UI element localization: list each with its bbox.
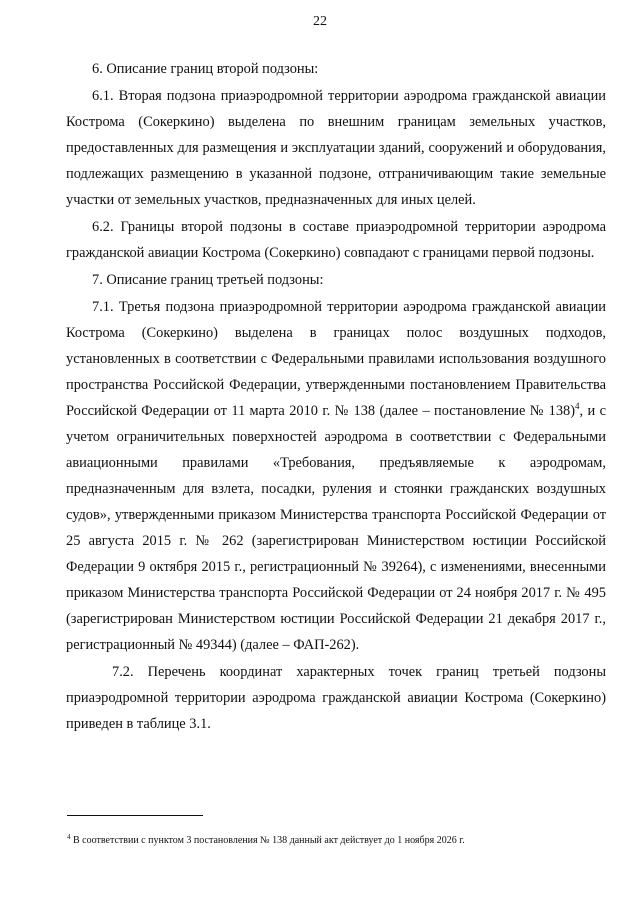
paragraph-6-1: 6.1. Вторая подзона приаэродромной территории аэродрома гражданской авиации Кострома (Сокеркино) выделена по внешним границам земельных участков, предоставленных для размещения и эксплуатации зданий, сооружений и оборудования, подлежащих размещению в указанной подзоне, отграничивающим такие земельные участки от земельных участков, предназначенных для иных целей. xyxy=(66,88,606,208)
footnote-separator xyxy=(67,815,203,816)
paragraph-7-1-part2: , и с учетом ограничительных поверхностей аэродрома в соответствии с Федеральными авиационными правилами «Требования, предъявляемые к аэродромам, предназначенным для взлета, посадки, руления и стоянки гражданских воздушных судов», утвержденными приказом Министерства транспорта Российской Федерации от 25 августа 2015 г. № 262 (зарегистрирован Министерством юстиции Российской Федерации 9 октября 2015 г., регистрационный № 39264), с изменениями, внесенными приказом Министерства транспорта Российской Федерации от 24 ноября 2017 г. № 495 (зарегистрирован Министерством юстиции Российской Федерации 21 декабря 2017 г., регистрационный № 49344) (далее – ФАП-262). xyxy=(66,403,606,653)
section-6-heading: 6. Описание границ второй подзоны: xyxy=(92,61,319,77)
paragraph-7-2: 7.2. Перечень координат характерных точек границ третьей подзоны приаэродромной территории аэродрома гражданской авиации Кострома (Сокеркино) приведен в таблице 3.1. xyxy=(66,664,606,732)
footnote-reference: 4 xyxy=(575,401,580,411)
section-7-heading: 7. Описание границ третьей подзоны: xyxy=(92,272,324,288)
paragraph-7-1-part1: 7.1. Третья подзона приаэродромной территории аэродрома гражданской авиации Кострома (Сокеркино) выделена в границах полос воздушных подходов, установленных в соответствии с Федеральными правилами использования воздушного пространства Российской Федерации, утвержденными постановлением Правительства Российской Федерации от 11 марта 2010 г. № 138 (далее – постановление № 138) xyxy=(66,299,606,419)
footnote xyxy=(67,834,607,848)
page-number: 22 xyxy=(313,14,327,29)
footnote-text: В соответствии с пунктом 3 постановления № 138 данный акт действует до 1 ноября 2026 г. xyxy=(70,835,465,846)
document-body xyxy=(66,56,606,738)
footnote-marker: 4 xyxy=(67,833,71,841)
paragraph-7-1 xyxy=(66,294,606,658)
paragraph-6-2: 6.2. Границы второй подзоны в составе приаэродромной территории аэродрома гражданской авиации Кострома (Сокеркино) совпадают с границами первой подзоны. xyxy=(66,219,606,261)
